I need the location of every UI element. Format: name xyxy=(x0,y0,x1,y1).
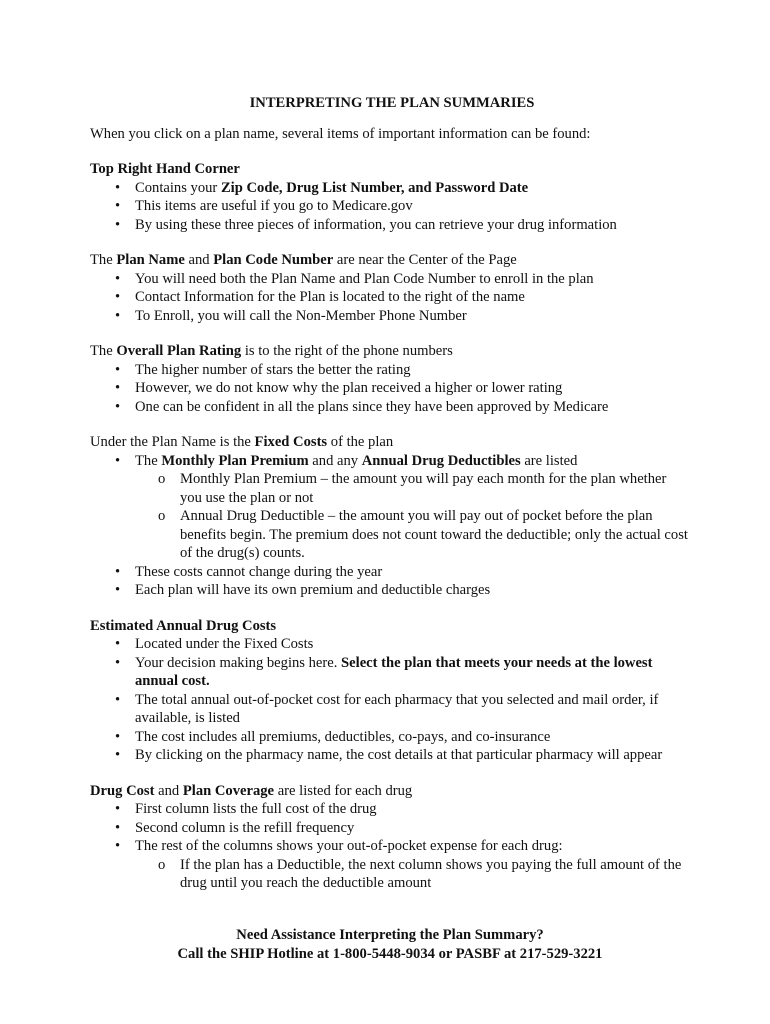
list-item: • You will need both the Plan Name and Plan Code Number to enroll in the plan xyxy=(90,270,690,289)
list-item: • The cost includes all premiums, deductibles, co-pays, and co-insurance xyxy=(90,728,690,747)
item-bold-text: Select the plan that meets your needs at the lowest annual cost. xyxy=(135,654,653,689)
section-heading xyxy=(90,342,690,361)
heading-text: The xyxy=(90,252,117,268)
item-text: The xyxy=(135,452,162,469)
sub-list-item: o Annual Drug Deductible – the amount you will pay out of pocket before the plan benefits begin. The premium does not count toward the deductible; only the actual cost of the drug(s) counts. xyxy=(135,507,690,563)
list-item: • The higher number of stars the better the rating xyxy=(90,361,690,380)
item-text: Contains your xyxy=(135,179,221,196)
list-item xyxy=(90,654,690,691)
heading-text: and xyxy=(154,782,183,799)
list-item: • The total annual out-of-pocket cost for each pharmacy that you selected and mail order, if available, is listed xyxy=(90,691,690,728)
sub-list-item: o If the plan has a Deductible, the next column shows you paying the full amount of the drug until you reach the deductible amount xyxy=(135,856,690,893)
list-item: • Each plan will have its own premium and deductible charges xyxy=(90,581,690,600)
list-item xyxy=(90,179,690,198)
item-text: Your decision making begins here. xyxy=(135,654,342,671)
section-heading: Estimated Annual Drug Costs xyxy=(90,617,277,634)
section-heading xyxy=(90,251,690,270)
section-heading xyxy=(90,433,690,452)
footer-callout xyxy=(90,926,690,963)
intro-text: When you click on a plan name, several items of important information can be found: xyxy=(90,125,591,142)
heading-bold-text: Plan Name xyxy=(116,252,185,268)
sub-list xyxy=(135,470,690,563)
list-item: • First column lists the full cost of the drug xyxy=(90,800,690,819)
bullet-list xyxy=(90,635,690,765)
page-title: INTERPRETING THE PLAN SUMMARIES xyxy=(249,95,535,111)
heading-bold-text: Plan Coverage xyxy=(182,782,275,799)
section-drug-cost-plan-coverage xyxy=(90,782,690,893)
list-item: • One can be confident in all the plans since they have been approved by Medicare xyxy=(90,398,690,417)
heading-bold-text: Drug Cost xyxy=(90,782,155,799)
heading-bold-text: Plan Code Number xyxy=(213,252,334,268)
item-text: The rest of the columns shows your out-of-pocket expense for each drug: xyxy=(135,838,563,854)
heading-text: The xyxy=(90,343,117,359)
heading-text: of the plan xyxy=(327,434,394,450)
item-bold-text: Annual Drug Deductibles xyxy=(361,452,521,469)
list-item: • Second column is the refill frequency xyxy=(90,819,690,838)
heading-bold-text: Overall Plan Rating xyxy=(116,343,242,359)
item-bold-text: Zip Code, Drug List Number, and Password Date xyxy=(220,179,529,196)
list-item: • By clicking on the pharmacy name, the cost details at that particular pharmacy will appear xyxy=(90,746,690,765)
section-estimated-annual-drug-costs xyxy=(90,617,690,765)
bullet-list xyxy=(90,179,690,235)
list-item: • These costs cannot change during the year xyxy=(90,563,690,582)
list-item: • Located under the Fixed Costs xyxy=(90,635,690,654)
list-item: • This items are useful if you go to Medicare.gov xyxy=(90,197,690,216)
heading-text: and xyxy=(184,252,214,268)
item-bold-text: Monthly Plan Premium xyxy=(161,452,309,469)
section-top-right-hand-corner xyxy=(90,160,690,234)
list-item: • However, we do not know why the plan received a higher or lower rating xyxy=(90,379,690,398)
heading-text: are listed for each drug xyxy=(274,782,413,799)
section-plan-name xyxy=(90,251,690,325)
bullet-list xyxy=(90,800,690,893)
section-heading xyxy=(90,782,690,801)
bullet-list xyxy=(90,361,690,417)
list-item: • By using these three pieces of information, you can retrieve your drug information xyxy=(90,216,690,235)
list-item: • To Enroll, you will call the Non-Member Phone Number xyxy=(90,307,690,326)
document-page xyxy=(90,94,690,893)
list-item xyxy=(90,452,690,563)
heading-text: Under the Plan Name is the xyxy=(90,434,255,450)
item-text: and any xyxy=(308,452,362,469)
section-fixed-costs xyxy=(90,433,690,600)
heading-text: are near the Center of the Page xyxy=(333,252,517,268)
sub-list xyxy=(135,856,690,893)
bullet-list xyxy=(90,270,690,326)
item-text: are listed xyxy=(520,452,578,469)
heading-bold-text: Fixed Costs xyxy=(254,434,328,450)
section-heading: Top Right Hand Corner xyxy=(90,161,240,177)
list-item xyxy=(90,837,690,893)
sub-list-item: o Monthly Plan Premium – the amount you will pay each month for the plan whether you use the plan or not xyxy=(135,470,690,507)
list-item: • Contact Information for the Plan is located to the right of the name xyxy=(90,288,690,307)
footer-question: Need Assistance Interpreting the Plan Summary? xyxy=(236,927,544,943)
section-overall-plan-rating xyxy=(90,342,690,416)
footer-hotline: Call the SHIP Hotline at 1-800-5448-9034 or PASBF at 217-529-3221 xyxy=(177,945,603,962)
bullet-list xyxy=(90,452,690,600)
heading-text: is to the right of the phone numbers xyxy=(241,343,453,359)
